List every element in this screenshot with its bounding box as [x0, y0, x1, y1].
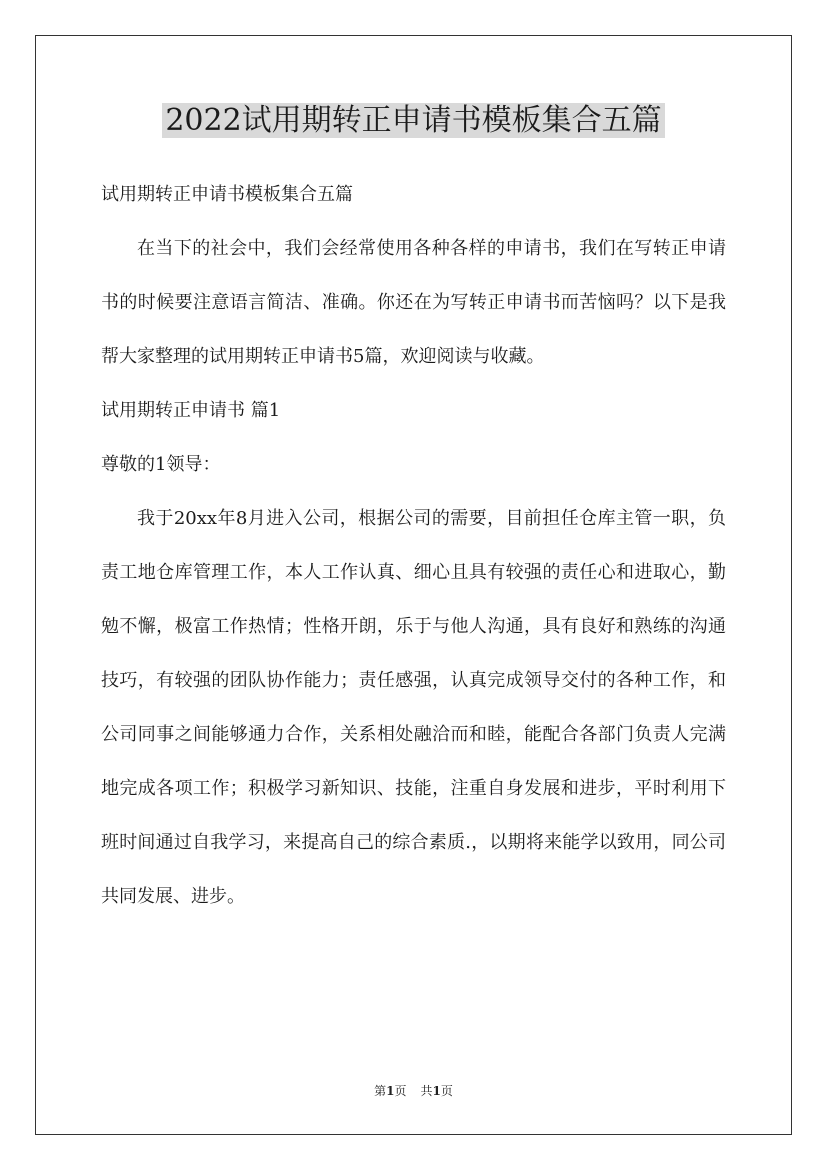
document-title: [0, 101, 827, 141]
total-prefix: 共: [420, 1084, 433, 1098]
page-prefix: 第: [374, 1084, 387, 1098]
document-body: [101, 168, 726, 924]
salutation: 尊敬的1领导：: [101, 454, 221, 475]
body-paragraph: 我于20xx年8月进入公司，根据公司的需要，目前担任仓库主管一职，负责工地仓库管理工作，本人工作认真、细心且具有较强的责任心和进取心，勤勉不懈，极富工作热情；性格开朗，乐于与他人沟通，具有良好和熟练的沟通技巧，有较强的团队协作能力；责任感强，认真完成领导交付的各种工作，和公司同事之间能够通力合作，关系相处融洽而和睦，能配合各部门负责人完满地完成各项工作；积极学习新知识、技能，注重自身发展和进步，平时利用下班时间通过自我学习，来提高自己的综合素质.，以期将来能学以致用，同公司共同发展、进步。: [101, 508, 726, 907]
intro-paragraph: 在当下的社会中，我们会经常使用各种各样的申请书，我们在写转正申请书的时候要注意语言简洁、准确。你还在为写转正申请书而苦恼吗？以下是我帮大家整理的试用期转正申请书5篇，欢迎阅读与收藏。: [101, 238, 726, 367]
page-footer: [0, 1082, 827, 1100]
total-suffix: 页: [440, 1084, 453, 1098]
section-heading: 试用期转正申请书 篇1: [101, 400, 281, 421]
subtitle-paragraph: 试用期转正申请书模板集合五篇: [101, 184, 353, 205]
document-title-text: 2022试用期转正申请书模板集合五篇: [162, 103, 664, 138]
page-suffix: 页: [394, 1084, 407, 1098]
total-pages: 1: [432, 1084, 441, 1098]
page-number: 1: [386, 1084, 395, 1098]
